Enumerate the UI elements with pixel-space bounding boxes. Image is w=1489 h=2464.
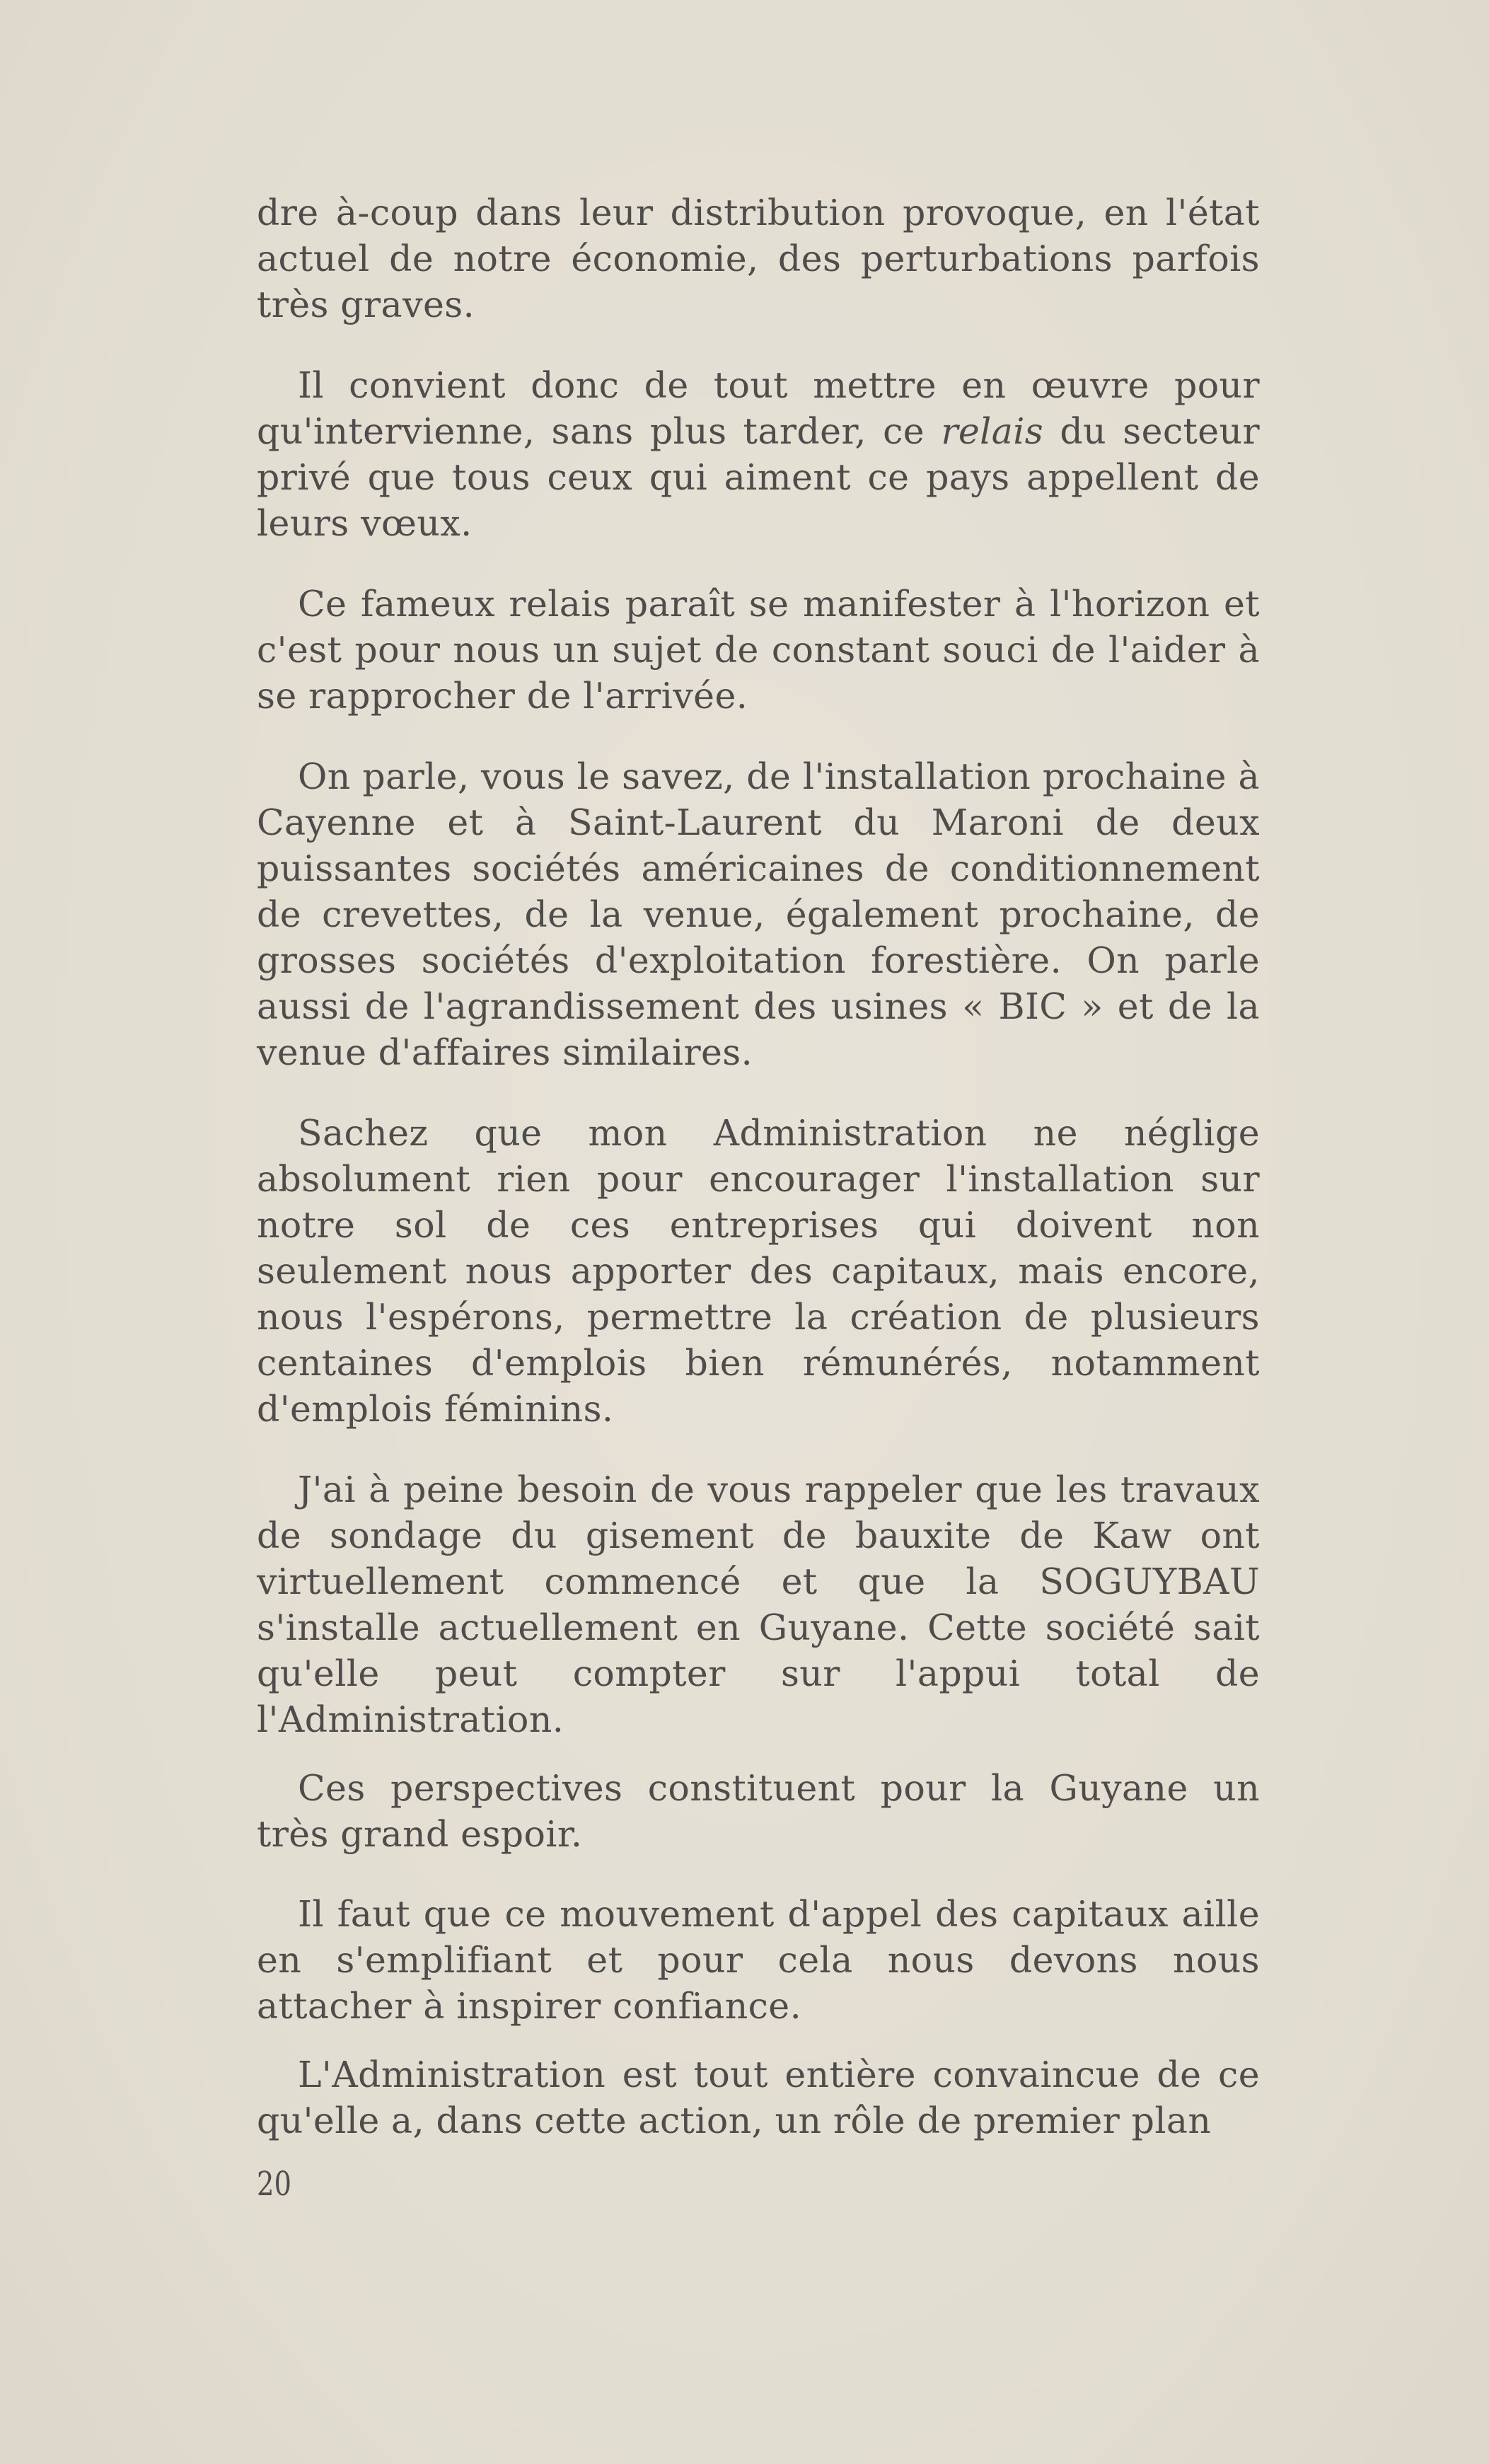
paragraph-horizon: Ce fameux relais paraît se manifester à l'horizon et c'est pour nous un sujet de constant souci de l'aider à se rapprocher de l'arrivée. (257, 583, 1260, 717)
body-text (257, 190, 1260, 2144)
paragraph-relais-start: Il convient donc de tout mettre en œuvre pour qu'intervienne, sans plus tarder, ce (257, 364, 1260, 452)
paragraph-perspectives: Ces perspectives constituent pour la Guyane un très grand espoir. (257, 1767, 1260, 1855)
paragraph-administration: Sachez que mon Administration ne néglige absolument rien pour encourager l'installation sur notre sol de ces entreprises qui doivent non seulement nous apporter des capitaux, mais encore, nous l'espérons, permettre la création de plusieurs centaines d'emplois bien rémunérés, notamment d'emplois féminins. (257, 1112, 1260, 1430)
paragraph-bauxite: J'ai à peine besoin de vous rappeler que les travaux de sondage du gisement de bauxite de Kaw ont virtuellement commencé et que la SOGUYBAU s'installe actuellement en Guyane. Cette société sait qu'elle peut compter sur l'appui total de l'Administration. (257, 1469, 1260, 1740)
paragraph-continuation: dre à-coup dans leur distribution provoque, en l'état actuel de notre économie, des perturbations parfois très graves. (257, 192, 1260, 325)
paragraph-capital: Il faut que ce mouvement d'appel des capitaux aille en s'emplifiant et pour cela nous devons nous attacher à inspirer confiance. (257, 1893, 1260, 2027)
paragraph-relais (257, 362, 1260, 546)
paragraph-relais-end: du secteur privé que tous ceux qui aiment ce pays appellent de leurs vœux. (257, 410, 1260, 544)
paragraph-societies: On parle, vous le savez, de l'installation prochaine à Cayenne et à Saint-Laurent du Maroni de deux puissantes sociétés américaines de conditionnement de crevettes, de la venue, également prochaine, de grosses sociétés d'exploitation forestière. On parle aussi de l'agrandissement des usines « BIC » et de la venue d'affaires similaires. (257, 756, 1260, 1073)
emphasis-relais: relais (941, 410, 1044, 452)
paragraph-role: L'Administration est tout entière convaincue de ce qu'elle a, dans cette action, un rôle de premier plan (257, 2054, 1260, 2141)
page-number: 20 (257, 2165, 292, 2204)
